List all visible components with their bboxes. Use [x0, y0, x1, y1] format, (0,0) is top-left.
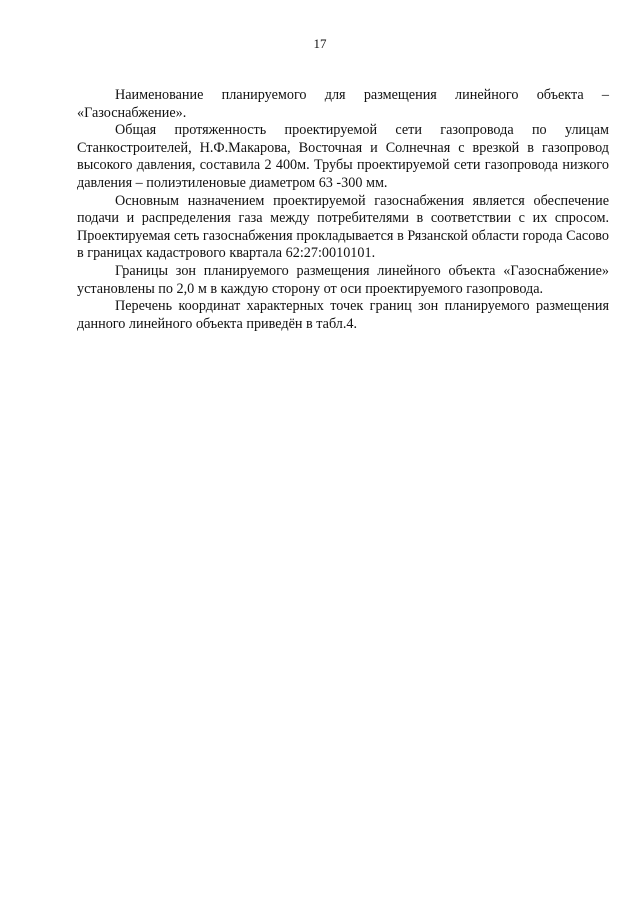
paragraph-object-name: Наименование планируемого для размещения линейного объекта – «Газоснабжение». — [77, 87, 609, 121]
page-number: 17 — [313, 36, 327, 51]
document-body — [77, 87, 609, 333]
paragraph-purpose: Основным назначением проектируемой газоснабжения является обеспечение подачи и распределения газа между потребителями в соответствии с их спросом. Проектируемая сеть газоснабжения прокладывается в Рязанской области города Сасово в границах кадастрового квартала 62:27:0010101. — [77, 192, 609, 262]
paragraph-zone-boundaries: Границы зон планируемого размещения линейного объекта «Газоснабжение» установлены по 2,0 м в каждую сторону от оси проектируемого газопровода. — [77, 262, 609, 297]
paragraph-network-length: Общая протяженность проектируемой сети газопровода по улицам Станкостроителей, Н.Ф.Макарова, Восточная и Солнечная с врезкой в газопровод высокого давления, составила 2 400м. Трубы проектируемой сети газопровода низкого давления – полиэтиленовые диаметром 63 -300 мм. — [77, 122, 609, 191]
paragraph-coordinates-reference: Перечень координат характерных точек границ зон планируемого размещения данного линейного объекта приведён в табл.4. — [77, 298, 609, 332]
